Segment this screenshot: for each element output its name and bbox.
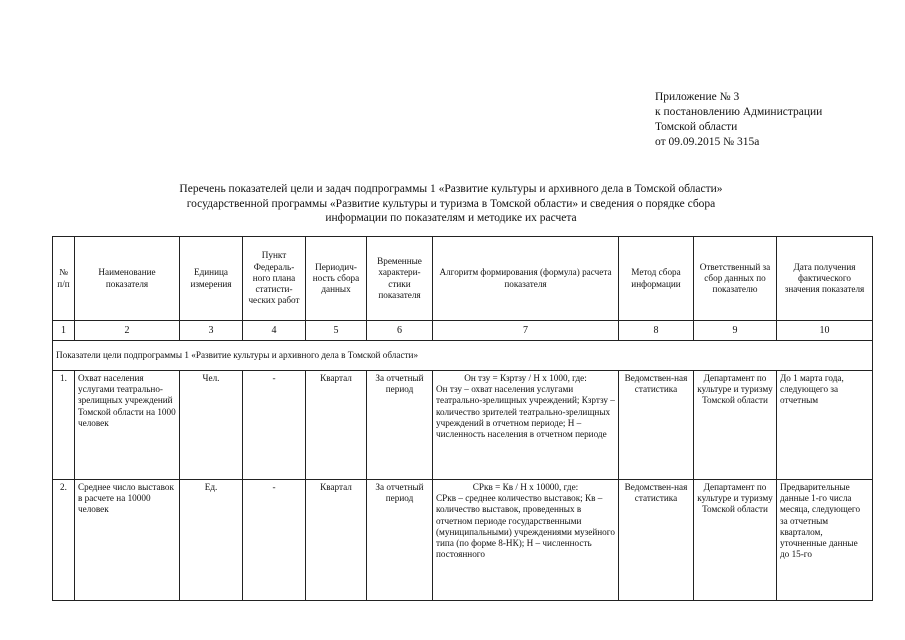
header-cell: Единица измерения	[180, 237, 243, 321]
unit-cell: Ед.	[180, 480, 243, 601]
column-number: 4	[243, 321, 306, 341]
table-header-row	[53, 237, 873, 321]
periodicity-cell: Квартал	[306, 480, 367, 601]
unit-cell: Чел.	[180, 371, 243, 480]
section-title: Показатели цели подпрограммы 1 «Развитие культуры и архивного дела в Томской области»	[53, 341, 873, 371]
header-cell: Пункт Федераль-ного плана статисти-ческих работ	[243, 237, 306, 321]
section-row	[53, 341, 873, 371]
header-cell: № п/п	[53, 237, 75, 321]
time-characteristic-cell: За отчетный период	[367, 480, 433, 601]
formula-cell	[433, 480, 619, 601]
responsible-cell: Департамент по культуре и туризму Томской области	[694, 480, 777, 601]
plan-item-cell: -	[243, 480, 306, 601]
title-line-1: Перечень показателей цели и задач подпрограммы 1 «Развитие культуры и архивного дела в Томской области»	[179, 183, 723, 195]
responsible-cell: Департамент по культуре и туризму Томской области	[694, 371, 777, 480]
plan-item-cell: -	[243, 371, 306, 480]
indicator-name: Охват населения услугами театрально-зрелищных учреждений Томской области на 1000 человек	[75, 371, 180, 480]
formula-body: Он тзу – охват населения услугами театрально-зрелищных учреждений; Кзртзу – количество зрителей театрально-зрелищных учреждений в отчетном периоде; Н – численность населения в отчетном периоде	[436, 384, 615, 440]
title-line-3: информации по показателям и методике их расчета	[325, 212, 577, 224]
header-cell: Алгоритм формирования (формула) расчета показателя	[433, 237, 619, 321]
method-cell: Ведомствен-ная статистика	[619, 371, 694, 480]
method-cell: Ведомствен-ная статистика	[619, 480, 694, 601]
formula-head: СРкв = Кв / Н x 10000, где:	[472, 482, 579, 492]
row-number: 2.	[53, 480, 75, 601]
periodicity-cell: Квартал	[306, 371, 367, 480]
column-number: 7	[433, 321, 619, 341]
column-number: 5	[306, 321, 367, 341]
table-row	[53, 371, 873, 480]
column-number: 8	[619, 321, 694, 341]
column-number: 2	[75, 321, 180, 341]
formula-head: Он тзу = Кзртзу / Н x 1000, где:	[464, 373, 587, 383]
appendix-block	[655, 90, 895, 150]
title-line-2: государственной программы «Развитие культуры и туризма в Томской области» и сведения о порядке сбора	[186, 197, 716, 210]
document-title	[30, 182, 872, 226]
header-cell: Ответственный за сбор данных по показателю	[694, 237, 777, 321]
time-characteristic-cell: За отчетный период	[367, 371, 433, 480]
header-cell: Временные характери-стики показателя	[367, 237, 433, 321]
table-row	[53, 480, 873, 601]
row-number: 1.	[53, 371, 75, 480]
appendix-line-2: к постановлению Администрации	[655, 106, 823, 118]
column-number-row	[53, 321, 873, 341]
column-number: 3	[180, 321, 243, 341]
date-cell: До 1 марта года, следующего за отчетным	[777, 371, 873, 480]
column-number: 1	[53, 321, 75, 341]
header-cell: Дата получения фактического значения показателя	[777, 237, 873, 321]
header-cell: Периодич-ность сбора данных	[306, 237, 367, 321]
appendix-line-3: Томской области	[655, 121, 738, 133]
column-number: 6	[367, 321, 433, 341]
formula-body: СРкв – среднее количество выставок; Кв – количество выставок, проведенных в отчетном периоде государственными (муниципальными) учреждениями музейного типа (по форме 8-НК); Н – численность постоянного	[436, 493, 615, 560]
appendix-line-1: Приложение № 3	[655, 91, 740, 103]
indicators-table	[52, 236, 873, 601]
formula-cell	[433, 371, 619, 480]
indicator-name: Среднее число выставок в расчете на 10000 человек	[75, 480, 180, 601]
header-cell: Наименование показателя	[75, 237, 180, 321]
appendix-line-4: от 09.09.2015 № 315а	[655, 136, 760, 148]
column-number: 9	[694, 321, 777, 341]
date-cell: Предварительные данные 1-го числа месяца, следующего за отчетным кварталом, уточненные данные до 15-го	[777, 480, 873, 601]
header-cell: Метод сбора информации	[619, 237, 694, 321]
column-number: 10	[777, 321, 873, 341]
